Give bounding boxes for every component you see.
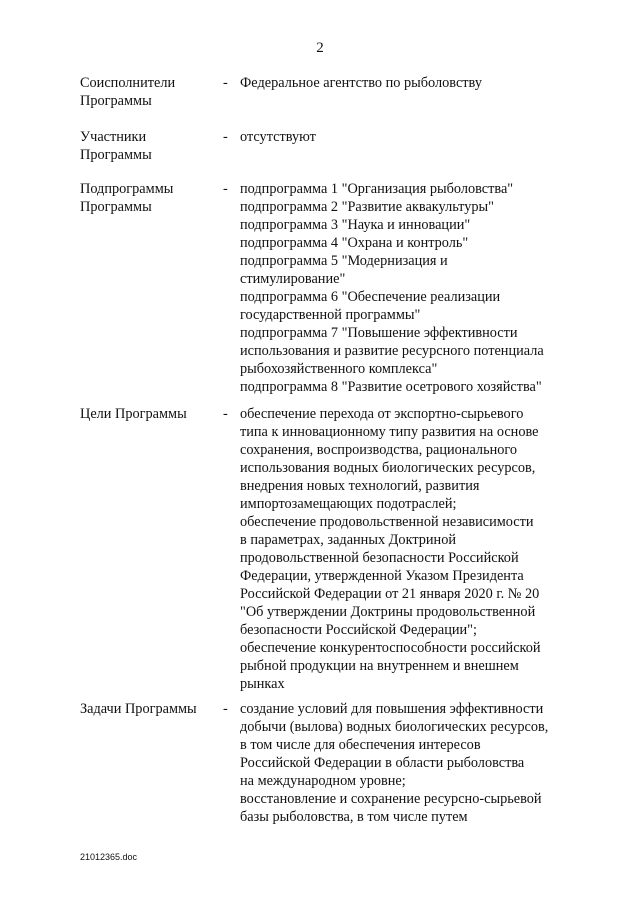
row-label [80,128,223,164]
row-value [240,74,580,110]
label-line: Участники [80,129,147,145]
value-line: государственной программы" [240,307,421,323]
value-line: в параметрах, заданных Доктриной [240,532,456,548]
label-line: Подпрограммы [80,181,174,197]
row-label [80,74,223,110]
value-line: Федеральное агентство по рыболовству [240,75,482,91]
value-line: подпрограмма 5 "Модернизация и [240,253,448,269]
row-dash: - [223,701,228,717]
value-line: в том числе для обеспечения интересов [240,737,481,753]
row-label [80,180,223,396]
value-line: Российской Федерации от 21 января 2020 г. № 20 [240,586,540,602]
value-line: Федерации, утвержденной Указом Президента [240,568,524,584]
value-line: базы рыболовства, в том числе путем [240,809,468,825]
value-line: подпрограмма 2 "Развитие аквакультуры" [240,199,494,215]
value-line: отсутствуют [240,129,316,145]
row-dash: - [223,129,228,145]
value-line: Российской Федерации в области рыболовства [240,755,525,771]
row-tasks [80,700,580,826]
label-line: Задачи Программы [80,701,197,717]
footer-file-name: 21012365.doc [80,852,138,862]
label-line: Соисполнители [80,75,176,91]
value-line: продовольственной безопасности Российской [240,550,519,566]
row-subprograms [80,180,580,396]
value-line: типа к инновационному типу развития на основе [240,424,539,440]
value-line: подпрограмма 6 "Обеспечение реализации [240,289,501,305]
value-line: импортозамещающих подотраслей; [240,496,457,512]
value-line: подпрограмма 4 "Охрана и контроль" [240,235,469,251]
row-label [80,700,223,826]
row-value [240,700,580,826]
value-line: подпрограмма 8 "Развитие осетрового хозяйства" [240,379,542,395]
value-line: на международном уровне; [240,773,406,789]
value-line: "Об утверждении Доктрины продовольственной [240,604,536,620]
value-line: рынках [240,676,285,692]
value-line: восстановление и сохранение ресурсно-сырьевой [240,791,542,807]
row-dash: - [223,181,228,197]
row-value [240,128,580,164]
value-line: подпрограмма 3 "Наука и инновации" [240,217,471,233]
value-line: использования и развитие ресурсного потенциала [240,343,544,359]
value-line: рыбохозяйственного комплекса" [240,361,438,377]
label-line: Программы [80,93,152,109]
row-value [240,405,580,693]
value-line: рыбной продукции на внутреннем и внешнем [240,658,519,674]
value-line: подпрограмма 7 "Повышение эффективности [240,325,518,341]
value-line: сохранения, воспроизводства, рационального [240,442,518,458]
value-line: стимулирование" [240,271,346,287]
value-line: обеспечение перехода от экспортно-сырьевого [240,406,524,422]
page-number: 2 [316,40,324,56]
label-line: Программы [80,147,152,163]
row-goals [80,405,580,693]
row-dash: - [223,75,228,91]
row-dash: - [223,406,228,422]
row-label [80,405,223,693]
label-line: Программы [80,199,152,215]
value-line: безопасности Российской Федерации"; [240,622,477,638]
value-line: обеспечение конкурентоспособности российской [240,640,541,656]
row-participants [80,128,580,164]
value-line: обеспечение продовольственной независимости [240,514,534,530]
value-line: внедрения новых технологий, развития [240,478,480,494]
row-value [240,180,580,396]
value-line: добычи (вылова) водных биологических ресурсов, [240,719,549,735]
value-line: использования водных биологических ресурсов, [240,460,536,476]
value-line: создание условий для повышения эффективности [240,701,544,717]
label-line: Цели Программы [80,406,187,422]
row-coexecutors [80,74,580,110]
value-line: подпрограмма 1 "Организация рыболовства" [240,181,514,197]
